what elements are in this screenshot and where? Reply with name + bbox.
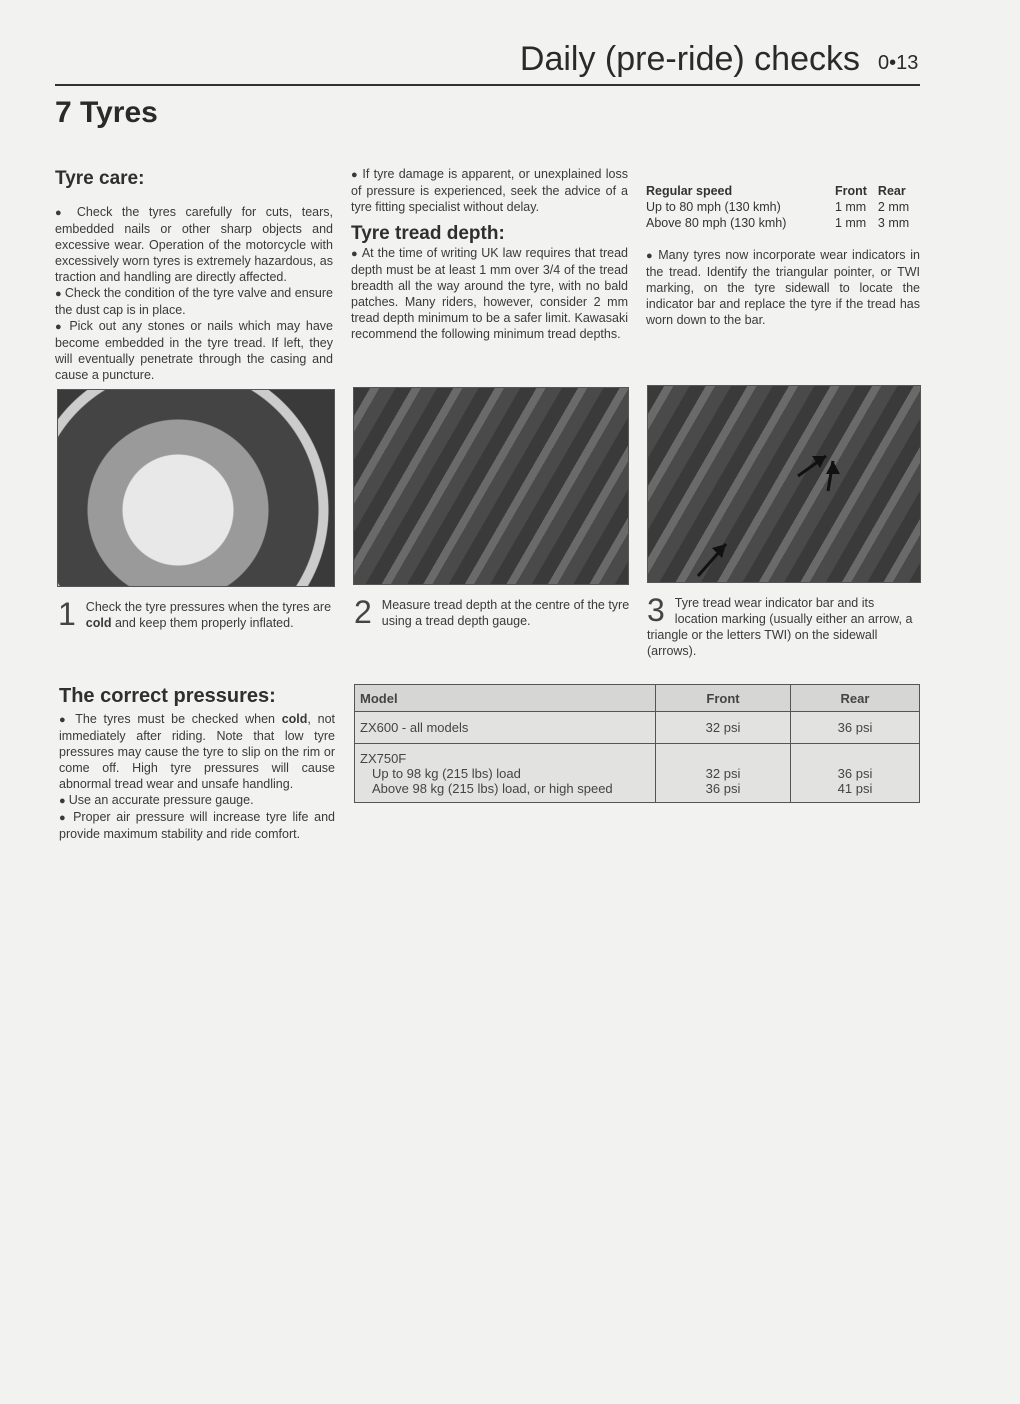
- tread-cell: Above 80 mph (130 kmh): [646, 216, 787, 230]
- tread-cell: Up to 80 mph (130 kmh): [646, 200, 781, 214]
- pt-model-name: ZX750F: [360, 750, 407, 766]
- tread-row: [646, 199, 920, 215]
- pt-sub: Above 98 kg (215 lbs) load, or high speed: [372, 780, 613, 796]
- page-header-title: Daily (pre-ride) checks: [519, 40, 860, 78]
- tread-table-column: [646, 163, 920, 328]
- pressures-text: , not immediately after riding. Note that low tyre pressures may cause the tyre to slip on the rim or come off. High tyre pressures will cause abnormal tread wear and unsafe handling.: [59, 712, 335, 791]
- pt-sub: Up to 98 kg (215 lbs) load: [372, 765, 521, 781]
- pt-value: 41 psi: [837, 780, 873, 796]
- tread-depth-para-1: ● At the time of writing UK law requires that tread depth must be at least 1 mm over 3/4 of the tread breadth all the way around the tyre, with no bald patches. Many riders, however, consider 2 mm tread depth minimum to be a safer limit. Kawasaki recommend the following minimum tread depths.: [351, 245, 628, 342]
- tread-row: [646, 215, 920, 231]
- caption-text: Tyre tread wear indicator bar and its location marking (usually either an arrow, a triangle or the letters TWI) on the sidewall (arrows).: [647, 596, 913, 658]
- pressures-bold: cold: [281, 712, 308, 726]
- tyre-care-column: [55, 168, 333, 383]
- pressures-para-2: ● Use an accurate pressure gauge.: [59, 792, 335, 809]
- pt-value: 36 psi: [837, 765, 873, 781]
- tread-cell: 2 mm: [877, 200, 910, 214]
- caption-number: 3: [647, 592, 665, 628]
- caption-text: Measure tread depth at the centre of the tyre using a tread depth gauge.: [381, 598, 630, 628]
- photo-wear-indicator: [647, 385, 921, 583]
- tread-depth-para-2: ● Many tyres now incorporate wear indicators in the tread. Identify the triangular pointer, or TWI marking, on the tyre sidewall to locate the indicator bar and replace the tyre if the tread has worn down to the bar.: [646, 247, 920, 328]
- tyre-care-para-2: ● Check the condition of the tyre valve and ensure the dust cap is in place.: [55, 285, 333, 318]
- tyre-care-para-3: ● Pick out any stones or nails which may have become embedded in the tyre tread. If left, they will eventually penetrate through the casing and cause a puncture.: [55, 318, 333, 383]
- section-title: 7 Tyres: [55, 96, 158, 129]
- photo-tyre-pressure-check: [57, 389, 335, 587]
- pressures-para-1: [59, 711, 335, 792]
- caption-text: and keep them properly inflated.: [111, 616, 294, 630]
- pt-header-rear: Rear: [791, 685, 920, 712]
- pt-value: 36 psi: [705, 780, 741, 796]
- pt-cell-rear: [791, 744, 920, 803]
- caption-3: [647, 592, 920, 659]
- page-number: 0•13: [878, 52, 919, 74]
- caption-text: Check the tyre pressures when the tyres are: [85, 600, 332, 614]
- tyre-care-para-4: ● If tyre damage is apparent, or unexplained loss of pressure is experienced, seek the advice of a tyre fitting specialist without delay.: [351, 166, 628, 215]
- tread-depth-heading: Tyre tread depth:: [351, 223, 505, 244]
- pt-cell: 32 psi: [656, 712, 791, 744]
- pressure-table-header: [355, 685, 920, 712]
- pressures-para-3: ● Proper air pressure will increase tyre life and provide maximum stability and ride comfort.: [59, 809, 335, 842]
- pt-header-front: Front: [656, 685, 791, 712]
- photo-tread-depth-gauge: [353, 387, 629, 585]
- tread-header-front: Front: [834, 184, 867, 198]
- tyre-care-para-1: ● Check the tyres carefully for cuts, tears, embedded nails or other sharp objects and excessive wear. Operation of the motorcycle with excessively worn tyres is extremely hazardous, as traction and handling are directly affected.: [55, 204, 333, 285]
- caption-2: [354, 594, 630, 630]
- pt-cell-model: [355, 744, 656, 803]
- pressures-text: The tyres must be checked when: [75, 712, 282, 726]
- pt-cell: 36 psi: [791, 712, 920, 744]
- pressure-table: [354, 684, 920, 803]
- tread-header-speed: Regular speed: [646, 184, 733, 198]
- arrow-icons: [648, 386, 920, 582]
- pressures-heading: The correct pressures:: [59, 685, 276, 707]
- tyre-care-heading: Tyre care:: [55, 168, 145, 189]
- table-row: [355, 744, 920, 803]
- tread-depth-column: [351, 166, 628, 342]
- pressures-column: [59, 711, 335, 842]
- caption-bold: cold: [85, 616, 112, 630]
- pt-value: 32 psi: [705, 765, 741, 781]
- tread-depth-table: [646, 183, 920, 231]
- table-row: [355, 712, 920, 744]
- caption-number: 2: [354, 594, 372, 630]
- tread-cell: 1 mm: [834, 216, 867, 230]
- tread-header-rear: Rear: [877, 184, 906, 198]
- pt-cell-front: [656, 744, 791, 803]
- tread-cell: 3 mm: [877, 216, 910, 230]
- pt-header-model: Model: [355, 685, 656, 712]
- caption-1: [58, 596, 334, 632]
- header-rule: [55, 84, 920, 86]
- caption-number: 1: [58, 596, 76, 632]
- pt-cell: ZX600 - all models: [355, 712, 656, 744]
- tread-cell: 1 mm: [834, 200, 867, 214]
